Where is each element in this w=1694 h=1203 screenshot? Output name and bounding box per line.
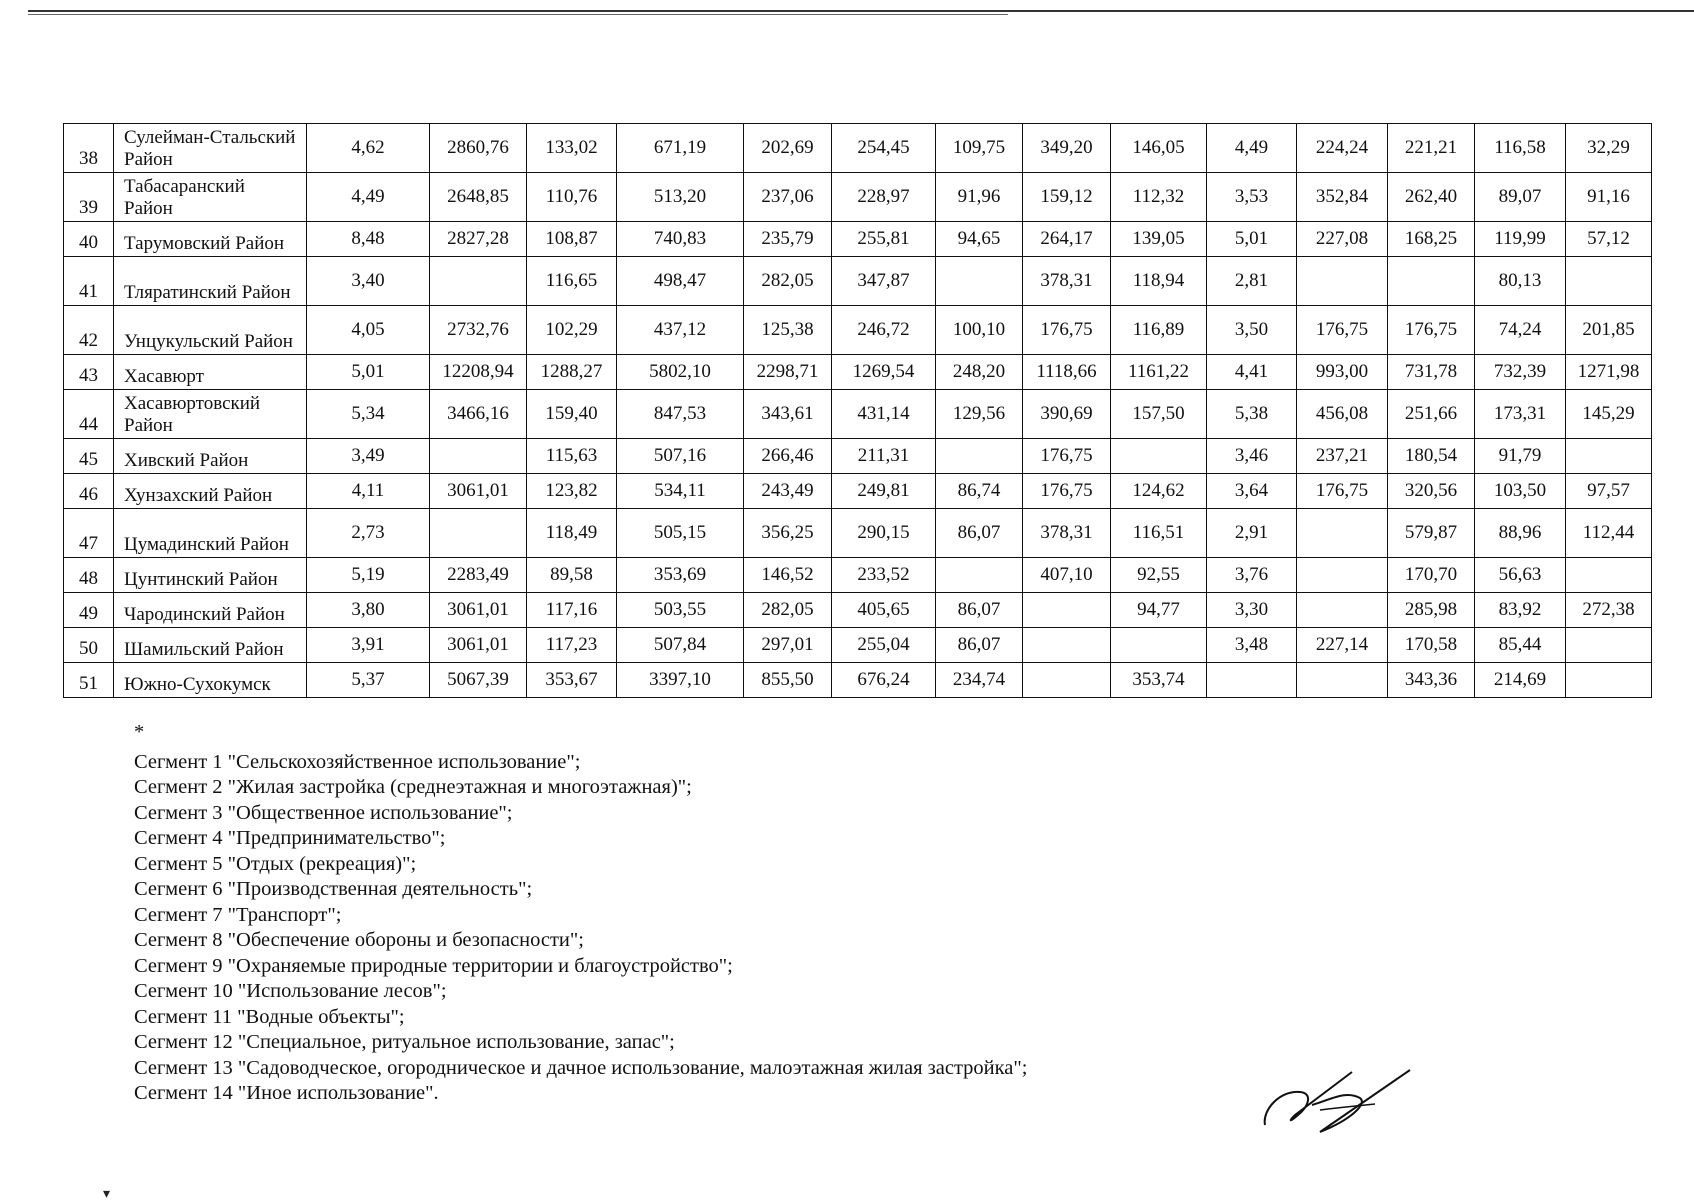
value-cell: 507,84 xyxy=(617,628,744,663)
value-cell xyxy=(1388,257,1475,306)
value-cell: 3,80 xyxy=(307,593,430,628)
table-row xyxy=(64,390,1652,439)
value-cell: 255,04 xyxy=(832,628,936,663)
scan-speck: ▾ xyxy=(103,1187,111,1202)
segment-note: Сегмент 4 "Предпринимательство"; xyxy=(134,827,446,849)
value-cell: 201,85 xyxy=(1566,306,1652,355)
value-cell: 237,06 xyxy=(744,173,832,222)
district-name: Хивский Район xyxy=(114,439,307,474)
value-cell: 125,38 xyxy=(744,306,832,355)
row-number: 42 xyxy=(64,306,114,355)
table-row xyxy=(64,439,1652,474)
footnote-marker: * xyxy=(134,721,145,743)
value-cell: 146,05 xyxy=(1111,124,1207,173)
value-cell xyxy=(1566,257,1652,306)
value-cell: 117,16 xyxy=(527,593,617,628)
value-cell: 115,63 xyxy=(527,439,617,474)
table-row xyxy=(64,628,1652,663)
value-cell: 100,10 xyxy=(936,306,1023,355)
value-cell: 234,74 xyxy=(936,663,1023,698)
value-cell: 356,25 xyxy=(744,509,832,558)
value-cell: 676,24 xyxy=(832,663,936,698)
value-cell: 5,38 xyxy=(1207,390,1297,439)
value-cell: 353,74 xyxy=(1111,663,1207,698)
value-cell: 117,23 xyxy=(527,628,617,663)
value-cell: 80,13 xyxy=(1475,257,1566,306)
value-cell xyxy=(1023,593,1111,628)
value-cell: 4,49 xyxy=(307,173,430,222)
value-cell: 740,83 xyxy=(617,222,744,257)
value-cell: 133,02 xyxy=(527,124,617,173)
value-cell: 431,14 xyxy=(832,390,936,439)
segment-note: Сегмент 14 "Иное использование". xyxy=(134,1082,439,1104)
value-cell: 4,49 xyxy=(1207,124,1297,173)
value-cell: 272,38 xyxy=(1566,593,1652,628)
value-cell: 246,72 xyxy=(832,306,936,355)
value-cell: 1288,27 xyxy=(527,355,617,390)
value-cell: 671,19 xyxy=(617,124,744,173)
value-cell: 3,64 xyxy=(1207,474,1297,509)
value-cell: 262,40 xyxy=(1388,173,1475,222)
row-number: 46 xyxy=(64,474,114,509)
value-cell: 2,73 xyxy=(307,509,430,558)
value-cell: 513,20 xyxy=(617,173,744,222)
value-cell: 349,20 xyxy=(1023,124,1111,173)
value-cell: 112,44 xyxy=(1566,509,1652,558)
value-cell: 285,98 xyxy=(1388,593,1475,628)
value-cell: 847,53 xyxy=(617,390,744,439)
value-cell: 94,77 xyxy=(1111,593,1207,628)
value-cell xyxy=(1297,257,1388,306)
value-cell: 3466,16 xyxy=(430,390,527,439)
value-cell: 1118,66 xyxy=(1023,355,1111,390)
value-cell: 1161,22 xyxy=(1111,355,1207,390)
value-cell: 92,55 xyxy=(1111,558,1207,593)
value-cell: 221,21 xyxy=(1388,124,1475,173)
value-cell: 86,74 xyxy=(936,474,1023,509)
district-name: Сулейман-Стальский Район xyxy=(114,124,307,173)
value-cell: 343,36 xyxy=(1388,663,1475,698)
value-cell: 5,34 xyxy=(307,390,430,439)
value-cell: 124,62 xyxy=(1111,474,1207,509)
value-cell xyxy=(936,257,1023,306)
value-cell: 3,46 xyxy=(1207,439,1297,474)
table-row xyxy=(64,306,1652,355)
value-cell xyxy=(1566,439,1652,474)
value-cell: 176,75 xyxy=(1023,306,1111,355)
district-name: Хасавюрт xyxy=(114,355,307,390)
value-cell: 3,50 xyxy=(1207,306,1297,355)
segment-note: Сегмент 5 "Отдых (рекреация)"; xyxy=(134,852,417,875)
value-cell: 91,16 xyxy=(1566,173,1652,222)
value-cell: 88,96 xyxy=(1475,509,1566,558)
value-cell: 176,75 xyxy=(1023,439,1111,474)
value-cell: 507,16 xyxy=(617,439,744,474)
value-cell: 297,01 xyxy=(744,628,832,663)
value-cell: 320,56 xyxy=(1388,474,1475,509)
value-cell: 227,14 xyxy=(1297,628,1388,663)
value-cell: 2648,85 xyxy=(430,173,527,222)
row-number: 49 xyxy=(64,593,114,628)
row-number: 50 xyxy=(64,628,114,663)
value-cell: 112,32 xyxy=(1111,173,1207,222)
value-cell: 102,29 xyxy=(527,306,617,355)
value-cell: 3061,01 xyxy=(430,628,527,663)
value-cell: 405,65 xyxy=(832,593,936,628)
value-cell: 5,01 xyxy=(1207,222,1297,257)
segment-notes xyxy=(134,720,1027,1107)
value-cell: 85,44 xyxy=(1475,628,1566,663)
value-cell: 237,21 xyxy=(1297,439,1388,474)
value-cell: 534,11 xyxy=(617,474,744,509)
value-cell: 103,50 xyxy=(1475,474,1566,509)
row-number: 51 xyxy=(64,663,114,698)
value-cell: 224,24 xyxy=(1297,124,1388,173)
segment-note: Сегмент 1 "Сельскохозяйственное использование"; xyxy=(134,750,581,773)
table-row xyxy=(64,593,1652,628)
table-row xyxy=(64,173,1652,222)
district-name: Табасаранский Район xyxy=(114,173,307,222)
value-cell: 91,79 xyxy=(1475,439,1566,474)
value-cell: 347,87 xyxy=(832,257,936,306)
value-cell: 2827,28 xyxy=(430,222,527,257)
value-cell: 129,56 xyxy=(936,390,1023,439)
value-cell: 407,10 xyxy=(1023,558,1111,593)
value-cell xyxy=(1111,439,1207,474)
value-cell: 3,91 xyxy=(307,628,430,663)
row-number: 44 xyxy=(64,390,114,439)
value-cell: 108,87 xyxy=(527,222,617,257)
table-row xyxy=(64,558,1652,593)
value-cell: 3,49 xyxy=(307,439,430,474)
district-name: Хасавюртовский Район xyxy=(114,390,307,439)
district-name: Шамильский Район xyxy=(114,628,307,663)
value-cell xyxy=(1297,663,1388,698)
value-cell: 91,96 xyxy=(936,173,1023,222)
value-cell: 5,37 xyxy=(307,663,430,698)
value-cell: 139,05 xyxy=(1111,222,1207,257)
value-cell: 32,29 xyxy=(1566,124,1652,173)
table-body xyxy=(64,124,1652,698)
value-cell: 255,81 xyxy=(832,222,936,257)
row-number: 48 xyxy=(64,558,114,593)
value-cell: 243,49 xyxy=(744,474,832,509)
value-cell: 5,19 xyxy=(307,558,430,593)
value-cell: 3397,10 xyxy=(617,663,744,698)
row-number: 43 xyxy=(64,355,114,390)
value-cell: 4,62 xyxy=(307,124,430,173)
value-cell: 266,46 xyxy=(744,439,832,474)
value-cell: 3,76 xyxy=(1207,558,1297,593)
value-cell: 97,57 xyxy=(1566,474,1652,509)
district-name: Хунзахский Район xyxy=(114,474,307,509)
value-cell: 282,05 xyxy=(744,257,832,306)
value-cell: 159,40 xyxy=(527,390,617,439)
value-cell: 3,48 xyxy=(1207,628,1297,663)
cadastral-value-table xyxy=(63,123,1652,698)
value-cell: 146,52 xyxy=(744,558,832,593)
value-cell xyxy=(1207,663,1297,698)
value-cell: 282,05 xyxy=(744,593,832,628)
value-cell xyxy=(1566,628,1652,663)
value-cell: 378,31 xyxy=(1023,257,1111,306)
value-cell: 116,51 xyxy=(1111,509,1207,558)
value-cell: 118,49 xyxy=(527,509,617,558)
value-cell: 89,07 xyxy=(1475,173,1566,222)
value-cell: 170,58 xyxy=(1388,628,1475,663)
value-cell: 233,52 xyxy=(832,558,936,593)
value-cell: 86,07 xyxy=(936,509,1023,558)
value-cell: 3,30 xyxy=(1207,593,1297,628)
value-cell: 1269,54 xyxy=(832,355,936,390)
value-cell: 86,07 xyxy=(936,593,1023,628)
value-cell: 116,89 xyxy=(1111,306,1207,355)
value-cell: 168,25 xyxy=(1388,222,1475,257)
value-cell xyxy=(1023,628,1111,663)
top-rule-secondary xyxy=(28,14,1008,15)
table-row xyxy=(64,663,1652,698)
value-cell: 4,41 xyxy=(1207,355,1297,390)
district-name: Унцукульский Район xyxy=(114,306,307,355)
handwritten-signature xyxy=(1260,1060,1430,1140)
value-cell: 2860,76 xyxy=(430,124,527,173)
value-cell: 1271,98 xyxy=(1566,355,1652,390)
value-cell: 5802,10 xyxy=(617,355,744,390)
segment-note: Сегмент 2 "Жилая застройка (среднеэтажная и многоэтажная)"; xyxy=(134,776,692,798)
value-cell xyxy=(430,439,527,474)
value-cell: 235,79 xyxy=(744,222,832,257)
district-name: Цумадинский Район xyxy=(114,509,307,558)
value-cell: 176,75 xyxy=(1297,474,1388,509)
value-cell: 86,07 xyxy=(936,628,1023,663)
value-cell xyxy=(1297,509,1388,558)
row-number: 45 xyxy=(64,439,114,474)
value-cell: 2,81 xyxy=(1207,257,1297,306)
value-cell: 498,47 xyxy=(617,257,744,306)
value-cell: 390,69 xyxy=(1023,390,1111,439)
value-cell: 4,11 xyxy=(307,474,430,509)
value-cell: 251,66 xyxy=(1388,390,1475,439)
value-cell: 5,01 xyxy=(307,355,430,390)
value-cell: 353,69 xyxy=(617,558,744,593)
segment-note: Сегмент 7 "Транспорт"; xyxy=(134,903,342,926)
value-cell xyxy=(936,439,1023,474)
value-cell: 89,58 xyxy=(527,558,617,593)
value-cell: 159,12 xyxy=(1023,173,1111,222)
value-cell: 5067,39 xyxy=(430,663,527,698)
row-number: 38 xyxy=(64,124,114,173)
segment-note: Сегмент 13 "Садоводческое, огородническое и дачное использование, малоэтажная жилая застройка"; xyxy=(134,1056,1028,1079)
segment-note: Сегмент 10 "Использование лесов"; xyxy=(134,980,447,1002)
value-cell: 731,78 xyxy=(1388,355,1475,390)
value-cell: 2298,71 xyxy=(744,355,832,390)
segment-note: Сегмент 3 "Общественное использование"; xyxy=(134,801,513,824)
district-name: Чародинский Район xyxy=(114,593,307,628)
value-cell: 118,94 xyxy=(1111,257,1207,306)
value-cell xyxy=(1297,593,1388,628)
table-row xyxy=(64,509,1652,558)
value-cell: 123,82 xyxy=(527,474,617,509)
value-cell: 2,91 xyxy=(1207,509,1297,558)
value-cell: 855,50 xyxy=(744,663,832,698)
segment-note: Сегмент 6 "Производственная деятельность"; xyxy=(134,878,533,900)
value-cell: 343,61 xyxy=(744,390,832,439)
table-row xyxy=(64,222,1652,257)
value-cell xyxy=(1111,628,1207,663)
value-cell xyxy=(1023,663,1111,698)
value-cell: 4,05 xyxy=(307,306,430,355)
segment-note: Сегмент 8 "Обеспечение обороны и безопасности"; xyxy=(134,929,584,951)
value-cell: 352,84 xyxy=(1297,173,1388,222)
value-cell: 157,50 xyxy=(1111,390,1207,439)
value-cell xyxy=(936,558,1023,593)
value-cell: 145,29 xyxy=(1566,390,1652,439)
value-cell: 993,00 xyxy=(1297,355,1388,390)
value-cell: 116,65 xyxy=(527,257,617,306)
value-cell: 202,69 xyxy=(744,124,832,173)
value-cell: 176,75 xyxy=(1388,306,1475,355)
table-row xyxy=(64,257,1652,306)
value-cell: 3,40 xyxy=(307,257,430,306)
value-cell: 180,54 xyxy=(1388,439,1475,474)
value-cell: 173,31 xyxy=(1475,390,1566,439)
row-number: 41 xyxy=(64,257,114,306)
value-cell: 176,75 xyxy=(1023,474,1111,509)
district-name: Тляратинский Район xyxy=(114,257,307,306)
value-cell: 3,53 xyxy=(1207,173,1297,222)
value-cell: 228,97 xyxy=(832,173,936,222)
table-row xyxy=(64,355,1652,390)
row-number: 40 xyxy=(64,222,114,257)
value-cell: 2732,76 xyxy=(430,306,527,355)
district-name: Южно-Сухокумск xyxy=(114,663,307,698)
value-cell: 227,08 xyxy=(1297,222,1388,257)
value-cell: 254,45 xyxy=(832,124,936,173)
value-cell: 2283,49 xyxy=(430,558,527,593)
value-cell: 56,63 xyxy=(1475,558,1566,593)
value-cell: 437,12 xyxy=(617,306,744,355)
value-cell: 83,92 xyxy=(1475,593,1566,628)
value-cell: 378,31 xyxy=(1023,509,1111,558)
value-cell: 116,58 xyxy=(1475,124,1566,173)
value-cell: 3061,01 xyxy=(430,474,527,509)
value-cell: 505,15 xyxy=(617,509,744,558)
value-cell: 290,15 xyxy=(832,509,936,558)
value-cell: 3061,01 xyxy=(430,593,527,628)
row-number: 47 xyxy=(64,509,114,558)
district-name: Тарумовский Район xyxy=(114,222,307,257)
value-cell: 119,99 xyxy=(1475,222,1566,257)
segment-note: Сегмент 9 "Охраняемые природные территории и благоустройство"; xyxy=(134,954,733,977)
value-cell: 214,69 xyxy=(1475,663,1566,698)
segment-note: Сегмент 12 "Специальное, ритуальное использование, запас"; xyxy=(134,1031,675,1053)
value-cell: 170,70 xyxy=(1388,558,1475,593)
value-cell: 176,75 xyxy=(1297,306,1388,355)
value-cell: 248,20 xyxy=(936,355,1023,390)
value-cell: 94,65 xyxy=(936,222,1023,257)
table-row xyxy=(64,124,1652,173)
value-cell: 353,67 xyxy=(527,663,617,698)
value-cell xyxy=(1566,558,1652,593)
value-cell: 74,24 xyxy=(1475,306,1566,355)
value-cell xyxy=(1566,663,1652,698)
value-cell xyxy=(1297,558,1388,593)
value-cell: 12208,94 xyxy=(430,355,527,390)
value-cell: 57,12 xyxy=(1566,222,1652,257)
segment-note: Сегмент 11 "Водные объекты"; xyxy=(134,1005,405,1028)
top-rule xyxy=(28,10,1694,12)
segment-list xyxy=(134,750,1027,1107)
value-cell: 109,75 xyxy=(936,124,1023,173)
row-number: 39 xyxy=(64,173,114,222)
value-cell: 503,55 xyxy=(617,593,744,628)
value-cell: 211,31 xyxy=(832,439,936,474)
table-row xyxy=(64,474,1652,509)
value-cell: 249,81 xyxy=(832,474,936,509)
value-cell: 110,76 xyxy=(527,173,617,222)
district-name: Цунтинский Район xyxy=(114,558,307,593)
value-cell: 579,87 xyxy=(1388,509,1475,558)
value-cell: 8,48 xyxy=(307,222,430,257)
value-cell: 264,17 xyxy=(1023,222,1111,257)
value-cell xyxy=(430,509,527,558)
value-cell xyxy=(430,257,527,306)
value-cell: 456,08 xyxy=(1297,390,1388,439)
value-cell: 732,39 xyxy=(1475,355,1566,390)
